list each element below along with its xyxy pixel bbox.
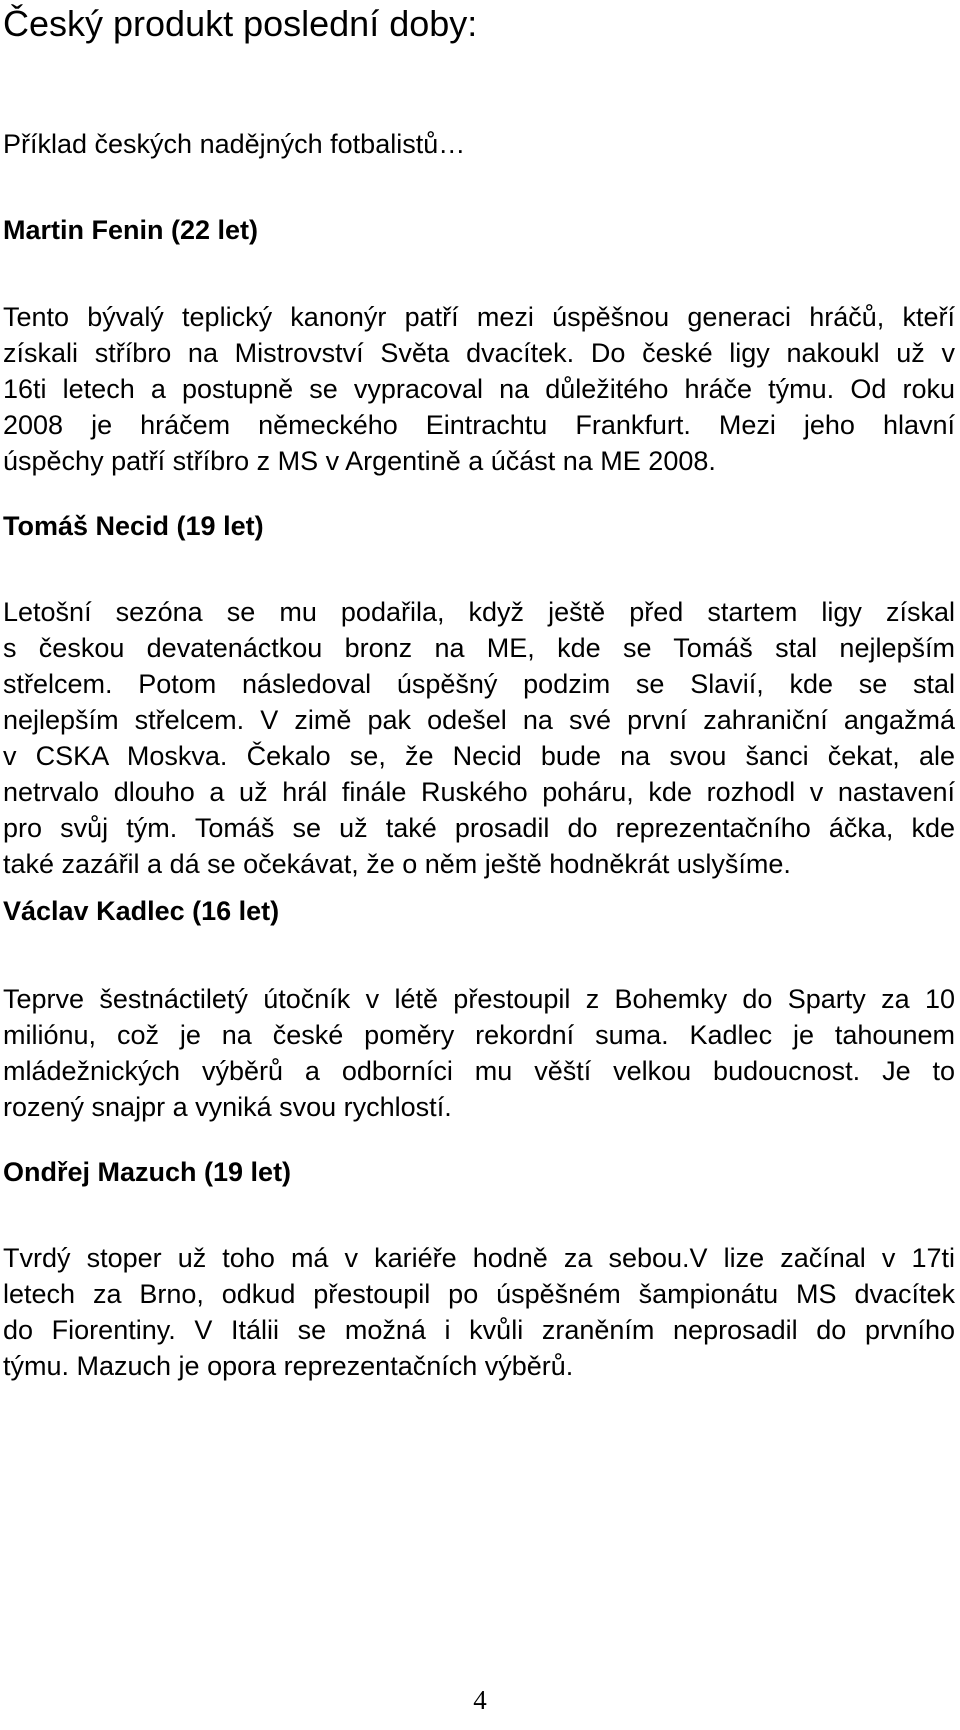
- bio-line: střelcem. Potom následoval úspěšný podzim se Slavií, kde se stal: [3, 669, 955, 699]
- bio-line: Teprve šestnáctiletý útočník v létě přestoupil z Bohemky do Sparty za 10: [3, 984, 955, 1014]
- page-title: Český produkt poslední doby:: [3, 3, 478, 44]
- player-name-kadlec: Václav Kadlec (16 let): [3, 896, 280, 926]
- bio-line: s českou devatenáctkou bronz na ME, kde se Tomáš stal nejlepším: [3, 633, 955, 663]
- bio-line: 16ti letech a postupně se vypracoval na důležitého hráče týmu. Od roku: [3, 374, 955, 404]
- bio-line: Letošní sezóna se mu podařila, když ještě před startem ligy získal: [3, 597, 955, 627]
- bio-line: 2008 je hráčem německého Eintrachtu Frankfurt. Mezi jeho hlavní: [3, 410, 955, 440]
- player-bio-mazuch: [3, 1240, 955, 1384]
- bio-line: mládežnických výběrů a odborníci mu věští velkou budoucnost. Je to: [3, 1056, 955, 1086]
- bio-line: Tento bývalý teplický kanonýr patří mezi úspěšnou generaci hráčů, kteří: [3, 302, 955, 332]
- bio-line: také zazářil a dá se očekávat, že o něm ještě hodněkrát uslyšíme.: [3, 849, 791, 879]
- bio-line: do Fiorentiny. V Itálii se možná i kvůli zraněním neprosadil do prvního: [3, 1315, 955, 1345]
- bio-line: Tvrdý stoper už toho má v kariéře hodně za sebou.V lize začínal v 17ti: [3, 1243, 955, 1273]
- player-name-mazuch: Ondřej Mazuch (19 let): [3, 1157, 292, 1187]
- player-bio-necid: [3, 594, 955, 882]
- bio-line: nejlepším střelcem. V zimě pak odešel na své první zahraniční angažmá: [3, 705, 955, 735]
- player-bio-fenin: [3, 299, 955, 479]
- bio-line: rozený snajpr a vyniká svou rychlostí.: [3, 1092, 452, 1122]
- bio-line: pro svůj tým. Tomáš se už také prosadil do reprezentačního áčka, kde: [3, 813, 955, 843]
- bio-line: letech za Brno, odkud přestoupil po úspěšném šampionátu MS dvacítek: [3, 1279, 955, 1309]
- bio-line: v CSKA Moskva. Čekalo se, že Necid bude na svou šanci čekat, ale: [3, 741, 955, 771]
- player-name-necid: Tomáš Necid (19 let): [3, 511, 264, 541]
- page-subtitle: Příklad českých nadějných fotbalistů…: [3, 129, 466, 159]
- bio-line: úspěchy patří stříbro z MS v Argentině a účást na ME 2008.: [3, 446, 716, 476]
- bio-line: získali stříbro na Mistrovství Světa dvacítek. Do české ligy nakoukl už v: [3, 338, 955, 368]
- player-bio-kadlec: [3, 981, 955, 1125]
- bio-line: týmu. Mazuch je opora reprezentačních výběrů.: [3, 1351, 574, 1381]
- player-name-fenin: Martin Fenin (22 let): [3, 215, 259, 245]
- bio-line: netrvalo dlouho a už hrál finále Ruského poháru, kde rozhodl v nastavení: [3, 777, 955, 807]
- page-number: 4: [473, 1685, 487, 1715]
- bio-line: miliónu, což je na české poměry rekordní suma. Kadlec je tahounem: [3, 1020, 955, 1050]
